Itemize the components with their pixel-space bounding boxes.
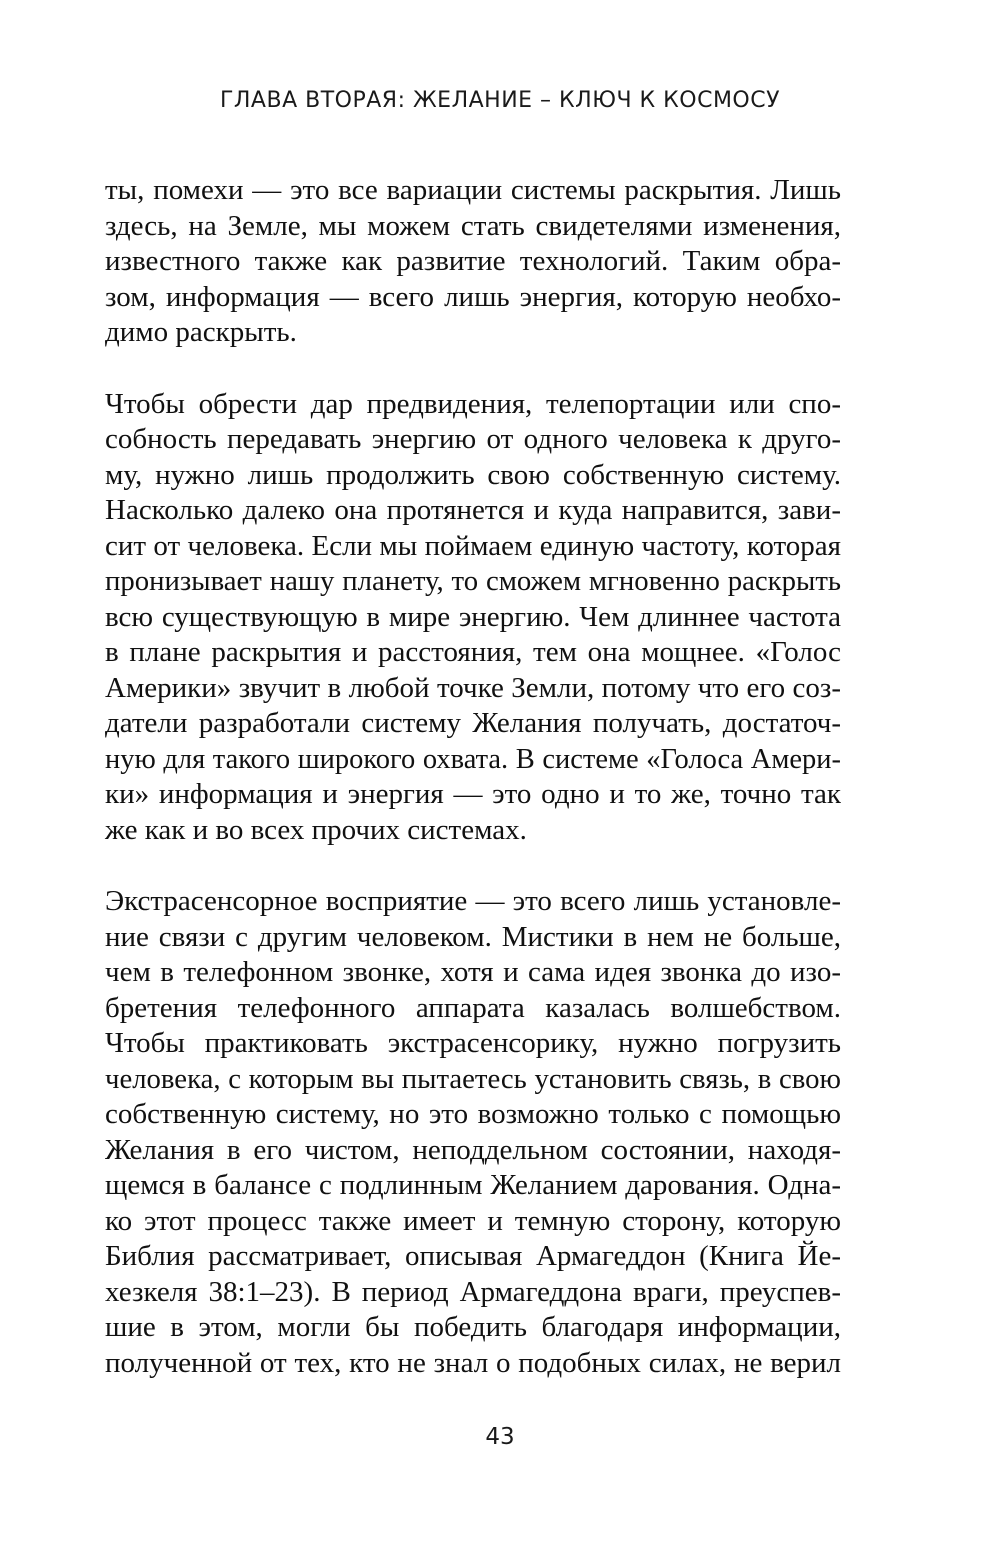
text-line: му, нужно лишь продолжить свою собственную систему. bbox=[105, 458, 841, 491]
text-line: Чтобы обрести дар предвидения, телепортации или спо- bbox=[105, 387, 841, 420]
text-line: в плане раскрытия и расстояния, тем она мощнее. «Голос bbox=[105, 636, 841, 668]
text-line: щемся в балансе с подлинным Желанием дарования. Одна- bbox=[105, 1169, 841, 1201]
text-line: здесь, на Земле, мы можем стать свидетелями изменения, bbox=[105, 209, 841, 242]
text-line: хезкеля 38:1–23). В период Армагеддона враги, преуспев- bbox=[105, 1275, 841, 1308]
text-line: известного также как развитие технологий. Таким обра- bbox=[105, 245, 841, 277]
text-line: человека, с которым вы пытаетесь установить связь, в свою bbox=[105, 1062, 841, 1095]
text-line: ки» информация и энергия — это одно и то же, точно так bbox=[105, 778, 841, 810]
text-line: Экстрасенсорное восприятие — это всего лишь установле- bbox=[105, 885, 841, 917]
text-line: Библия рассматривает, описывая Армагеддон (Книга Йе- bbox=[105, 1240, 841, 1272]
text-line: чем в телефонном звонке, хотя и сама идея звонка до изо- bbox=[105, 956, 841, 988]
text-line: пронизывает нашу планету, то сможем мгновенно раскрыть bbox=[105, 565, 841, 597]
text-line: Насколько далеко она протянется и куда направится, зави- bbox=[105, 494, 841, 526]
text-line: датели разработали систему Желания получать, достаточ- bbox=[105, 707, 841, 739]
body-text bbox=[105, 173, 841, 1417]
text-line: ты, помехи — это все вариации системы раскрытия. Лишь bbox=[105, 174, 841, 206]
text-line: Желания в его чистом, неподдельном состоянии, находя- bbox=[105, 1133, 841, 1166]
text-line: ние связи с другим человеком. Мистики в нем не больше, bbox=[105, 920, 841, 953]
text-line: зом, информация — всего лишь энергия, которую необхо- bbox=[105, 280, 841, 313]
paragraph-3 bbox=[105, 884, 841, 1381]
text-line: шие в этом, могли бы победить благодаря информации, bbox=[105, 1311, 841, 1343]
text-line: собность передавать энергию от одного человека к друго- bbox=[105, 423, 841, 455]
text-line: ко этот процесс также имеет и темную сторону, которую bbox=[105, 1204, 841, 1237]
text-line: димо раскрыть. bbox=[105, 316, 297, 348]
running-header: ГЛАВА ВТОРАЯ: ЖЕЛАНИЕ – КЛЮЧ К КОСМОСУ bbox=[219, 88, 781, 113]
text-line: Чтобы практиковать экстрасенсорику, нужно погрузить bbox=[105, 1027, 841, 1059]
text-line: полученной от тех, кто не знал о подобных силах, не верил bbox=[105, 1346, 841, 1379]
paragraph-1 bbox=[105, 173, 841, 351]
text-line: Америки» звучит в любой точке Земли, потому что его соз- bbox=[105, 671, 841, 704]
text-line: сит от человека. Если мы поймаем единую частоту, которая bbox=[105, 529, 841, 562]
page-number: 43 bbox=[485, 1424, 515, 1450]
text-line: бретения телефонного аппарата казалась волшебством. bbox=[105, 991, 841, 1024]
text-line: ную для такого широкого охвата. В системе «Голоса Амери- bbox=[105, 743, 841, 775]
paragraph-2 bbox=[105, 387, 841, 849]
text-line: собственную систему, но это возможно только с помощью bbox=[105, 1098, 841, 1130]
text-line: всю существующую в мире энергию. Чем длиннее частота bbox=[105, 600, 841, 633]
text-line: же как и во всех прочих системах. bbox=[105, 813, 527, 846]
